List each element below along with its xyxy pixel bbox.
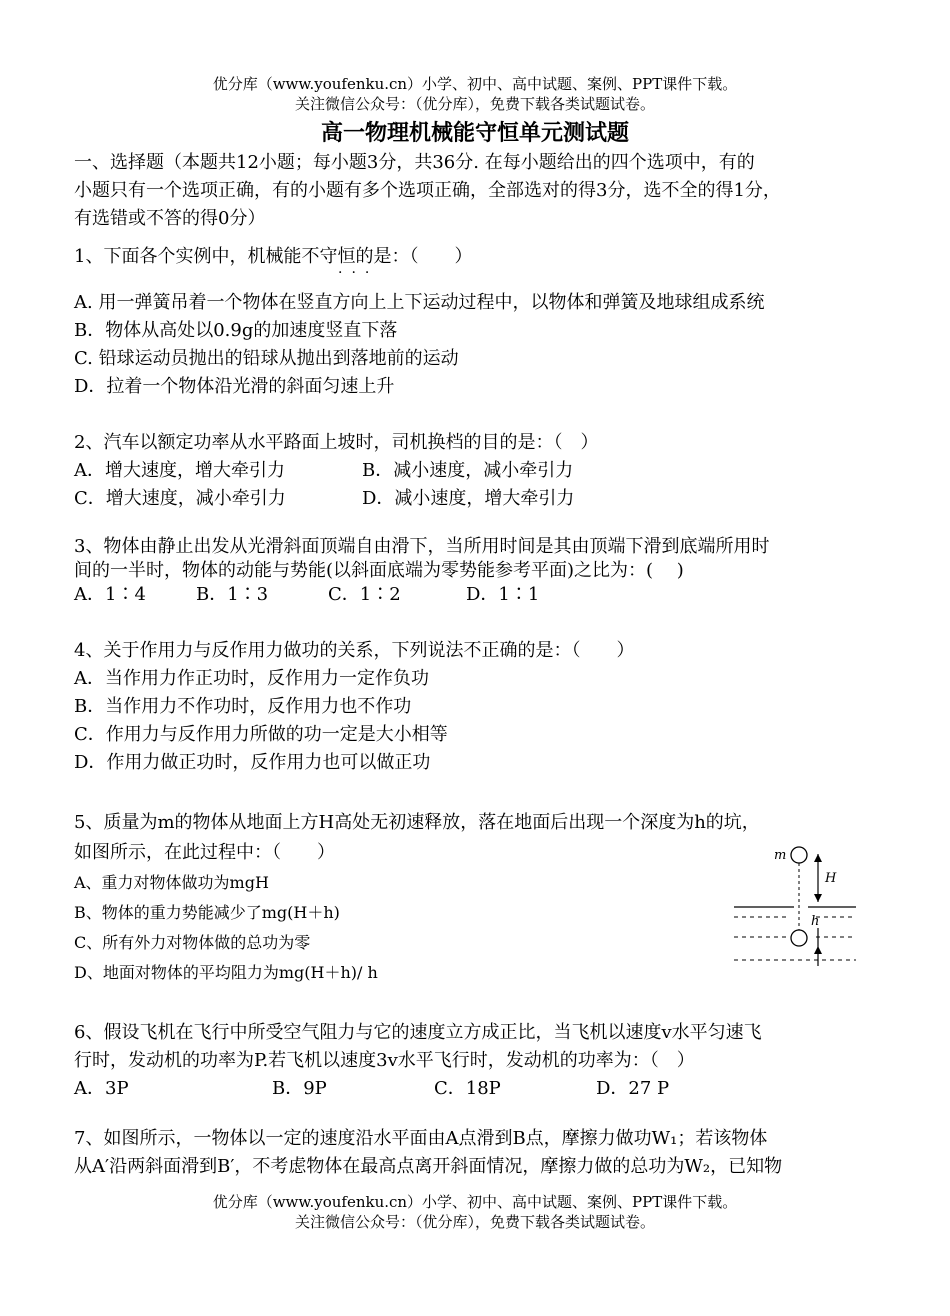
q5-option-b: B、物体的重力势能减少了mg(H＋h) xyxy=(74,903,340,922)
q5-stem-2: 如图所示，在此过程中：（ ） xyxy=(74,842,335,863)
q6-option-d: D．27 P xyxy=(596,1078,670,1099)
q2-stem: 2、汽车以额定功率从水平路面上坡时，司机换档的目的是：（ ） xyxy=(74,432,599,453)
q6-stem-1: 6、假设飞机在飞行中所受空气阻力与它的速度立方成正比，当飞机以速度v水平匀速飞 xyxy=(74,1022,762,1043)
q1-option-a: A. 用一弹簧吊着一个物体在竖直方向上上下运动过程中，以物体和弹簧及地球组成系统 xyxy=(74,292,765,313)
q6-stem-2: 行时，发动机的功率为P.若飞机以速度3v水平飞行时，发动机的功率为：（ ） xyxy=(74,1050,695,1071)
q1-stem: 1、下面各个实例中，机械能不守恒的是：（ ） xyxy=(74,246,473,267)
q6-option-c: C．18P xyxy=(434,1078,501,1099)
label-h: h xyxy=(811,914,820,929)
q5-option-d: D、地面对物体的平均阻力为mg(H＋h)/ h xyxy=(74,963,378,982)
header-line-1: 优分库（www.youfenku.cn）小学、初中、高中试题、案例、PPT课件下载。 xyxy=(212,75,738,93)
ball-top xyxy=(791,847,807,863)
section-instructions-3: 有选错或不答的得0分） xyxy=(74,208,266,229)
q3-stem-1: 3、物体由静止出发从光滑斜面顶端自由滑下，当所用时间是其由顶端下滑到底端所用时 xyxy=(74,536,770,557)
q2-option-c: C．增大速度，减小牵引力 xyxy=(74,488,286,509)
q4-stem: 4、关于作用力与反作用力做功的关系，下列说法不正确的是：（ ） xyxy=(74,640,635,661)
footer-line-2: 关注微信公众号：（优分库），免费下载各类试题试卷。 xyxy=(294,1213,655,1231)
label-H: H xyxy=(825,871,837,886)
q1-option-c: C. 铅球运动员抛出的铅球从抛出到落地前的运动 xyxy=(74,348,459,369)
page-title: 高一物理机械能守恒单元测试题 xyxy=(320,120,629,146)
ball-bottom xyxy=(791,930,807,946)
q7-stem-1: 7、如图所示，一物体以一定的速度沿水平面由A点滑到B点，摩擦力做功W₁；若该物体 xyxy=(74,1128,768,1149)
q5-stem-1: 5、质量为m的物体从地面上方H高处无初速释放，落在地面后出现一个深度为h的坑， xyxy=(74,812,760,833)
q6-option-a: A．3P xyxy=(74,1078,129,1099)
q7-stem-2: 从A′沿两斜面滑到B′，不考虑物体在最高点离开斜面情况，摩擦力做的总功为W₂，已知物 xyxy=(74,1156,783,1177)
header-line-2: 关注微信公众号：（优分库），免费下载各类试题试卷。 xyxy=(294,95,655,113)
q1-emphasis-dots: ··· xyxy=(338,265,379,281)
q3-stem-2: 间的一半时，物体的动能与势能(以斜面底端为零势能参考平面)之比为：( ) xyxy=(74,560,684,581)
q3-option-d: D．1∶1 xyxy=(466,584,540,605)
q5-option-c: C、所有外力对物体做的总功为零 xyxy=(74,933,311,952)
section-instructions-1: 一、选择题（本题共12小题；每小题3分，共36分. 在每小题给出的四个选项中，有的 xyxy=(74,152,755,173)
q3-option-a: A．1∶4 xyxy=(74,584,146,605)
q5-fall-diagram xyxy=(728,840,868,982)
q3-option-b: B．1∶3 xyxy=(196,584,269,605)
q4-option-a: A．当作用力作正功时，反作用力一定作负功 xyxy=(74,668,429,689)
q3-option-c: C．1∶2 xyxy=(328,584,401,605)
q4-option-c: C．作用力与反作用力所做的功一定是大小相等 xyxy=(74,724,448,745)
section-instructions-2: 小题只有一个选项正确，有的小题有多个选项正确，全部选对的得3分，选不全的得1分， xyxy=(74,180,781,201)
footer-line-1: 优分库（www.youfenku.cn）小学、初中、高中试题、案例、PPT课件下载。 xyxy=(212,1193,738,1211)
q6-option-b: B．9P xyxy=(272,1078,327,1099)
label-m: m xyxy=(774,848,787,863)
q1-option-b: B．物体从高处以0.9g的加速度竖直下落 xyxy=(74,320,398,341)
q5-option-a: A、重力对物体做功为mgH xyxy=(74,873,269,892)
q2-option-a: A．增大速度，增大牵引力 xyxy=(74,460,285,481)
q4-option-b: B．当作用力不作功时，反作用力也不作功 xyxy=(74,696,412,717)
q2-option-d: D．减小速度，增大牵引力 xyxy=(362,488,575,509)
q4-option-d: D．作用力做正功时，反作用力也可以做正功 xyxy=(74,752,431,773)
q1-option-d: D．拉着一个物体沿光滑的斜面匀速上升 xyxy=(74,376,395,397)
q2-option-b: B．减小速度，减小牵引力 xyxy=(362,460,574,481)
